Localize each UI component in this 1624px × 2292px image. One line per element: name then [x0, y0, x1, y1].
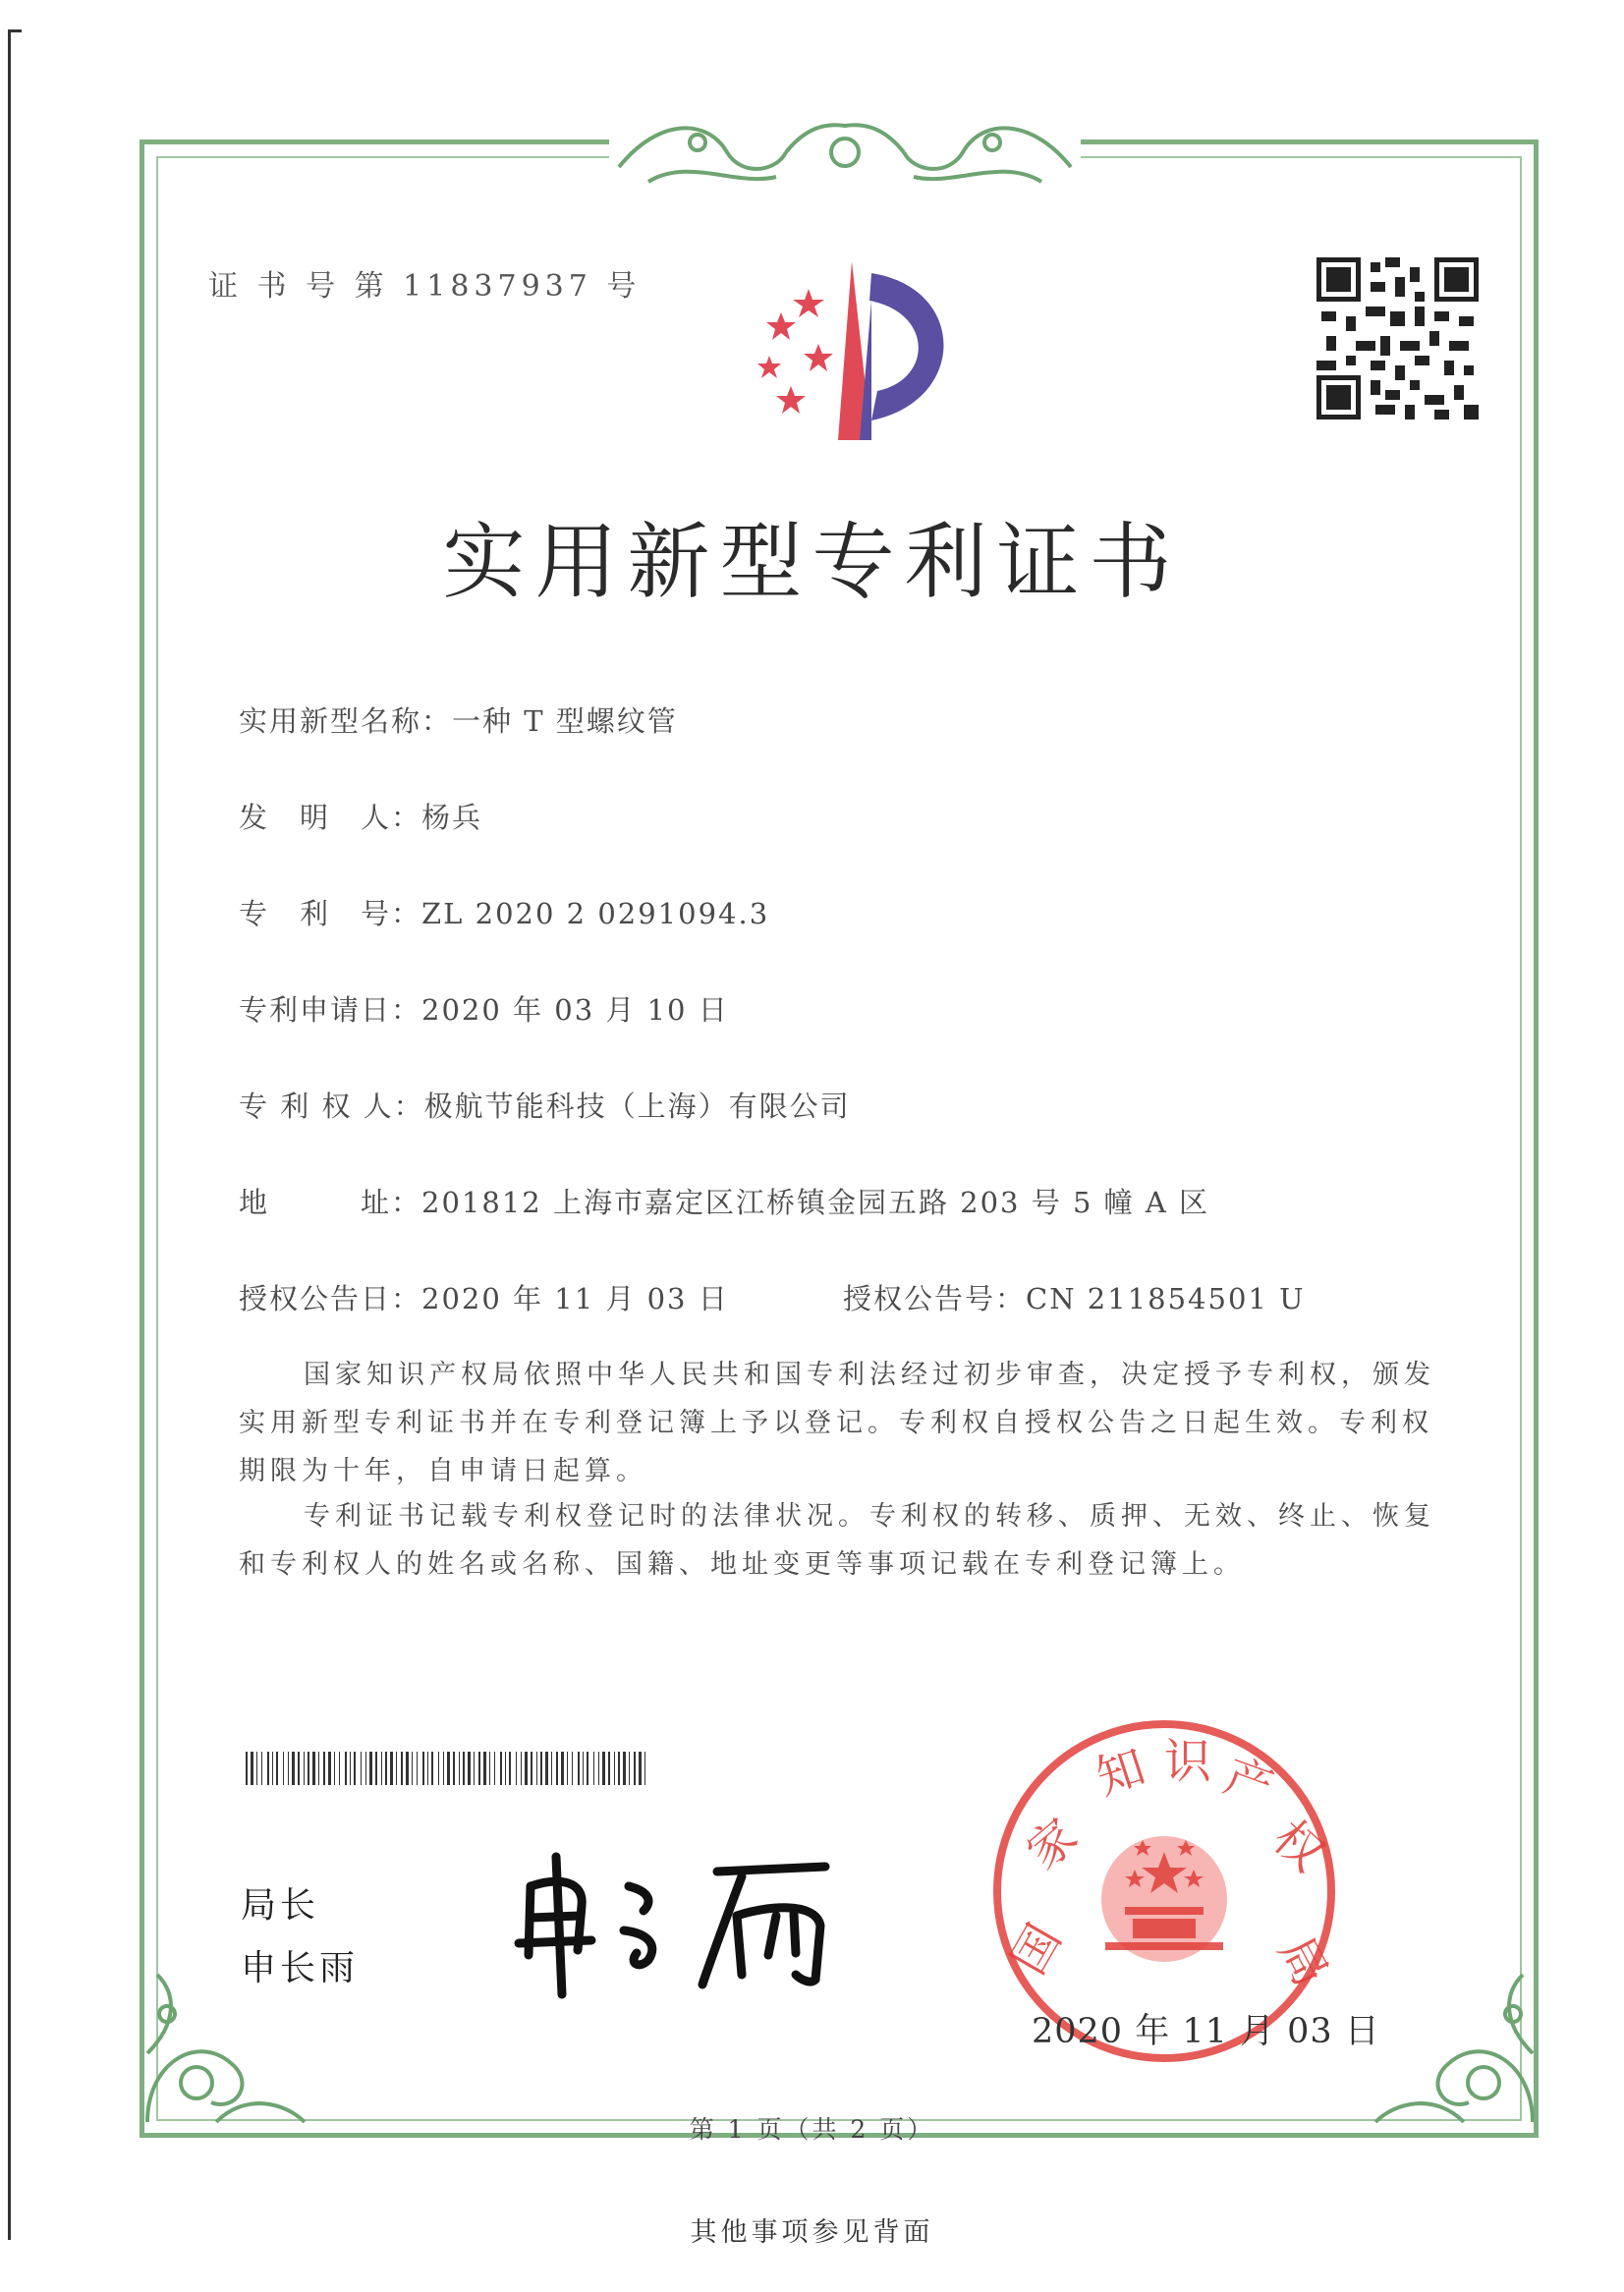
certificate-title: 实用新型专利证书 — [442, 514, 1182, 610]
director-signature — [501, 1847, 855, 2004]
seal-date: 2020 年 11 月 03 日 — [1032, 2012, 1380, 2051]
field-value: 极航节能科技（上海）有限公司 — [423, 1090, 851, 1123]
field-label: 专利申请日： — [239, 993, 422, 1027]
top-ornament — [589, 98, 1100, 196]
field-application-date — [239, 988, 729, 1029]
director-title: 局长 — [241, 1885, 320, 1926]
field-inventor — [239, 796, 482, 836]
svg-text:权: 权 — [1261, 1810, 1335, 1883]
scan-edge-top — [8, 29, 22, 32]
field-value: 杨兵 — [421, 801, 483, 834]
scan-edge — [8, 29, 11, 2240]
bottom-right-ornament — [1366, 1955, 1542, 2132]
page-number: 第 1 页（共 2 页） — [689, 2115, 935, 2144]
svg-text:局: 局 — [1267, 1928, 1339, 1996]
field-utility-model-name — [239, 699, 678, 740]
field-label: 专 利 号： — [239, 897, 422, 930]
field-value: 一种 T 型螺纹管 — [452, 704, 678, 738]
legal-status-paragraph: 专利证书记载专利权登记时的法律状况。专利权的转移、质押、无效、终止、恢复和专利权人的姓名或名称、国籍、地址变更等事项记载在专利登记簿上。 — [239, 1501, 1435, 1580]
svg-text:产: 产 — [1216, 1748, 1281, 1817]
grant-statement-paragraph: 国家知识产权局依照中华人民共和国专利法经过初步审查，决定授予专利权，颁发实用新型专利证书并在专利登记簿上予以登记。专利权自授权公告之日起生效。专利权期限为十年，自申请日起算。 — [239, 1360, 1435, 1486]
field-label: 实用新型名称： — [239, 704, 453, 738]
certificate-number: 证 书 号 第 11837937 号 — [208, 269, 642, 304]
field-label: 地 址： — [239, 1186, 422, 1219]
field-label: 专 利 权 人： — [239, 1090, 424, 1123]
patent-office-emblem-icon — [722, 253, 968, 450]
field-grant-announcement-date — [239, 1277, 729, 1317]
qr-code — [1316, 257, 1479, 419]
svg-text:知: 知 — [1090, 1739, 1152, 1807]
field-value: 2020 年 11 月 03 日 — [421, 1282, 729, 1315]
field-patentee — [239, 1085, 851, 1125]
svg-text:识: 识 — [1164, 1734, 1212, 1789]
svg-text:家: 家 — [1016, 1808, 1089, 1881]
field-label: 授权公告日： — [239, 1282, 422, 1315]
barcode — [246, 1752, 658, 1785]
back-side-note: 其他事项参见背面 — [690, 2217, 934, 2248]
svg-text:国: 国 — [1000, 1915, 1073, 1984]
field-value: CN 211854501 U — [1026, 1282, 1306, 1315]
field-value: ZL 2020 2 0291094.3 — [421, 897, 770, 930]
field-grant-announcement-number — [843, 1277, 1306, 1317]
director-name: 申长雨 — [241, 1948, 360, 1988]
field-patent-number — [239, 892, 769, 932]
field-label: 授权公告号： — [843, 1282, 1027, 1315]
field-value: 201812 上海市嘉定区江桥镇金园五路 203 号 5 幢 A 区 — [421, 1186, 1209, 1219]
field-value: 2020 年 03 月 10 日 — [421, 993, 729, 1027]
field-label: 发 明 人： — [239, 801, 422, 834]
field-address — [239, 1181, 1209, 1221]
